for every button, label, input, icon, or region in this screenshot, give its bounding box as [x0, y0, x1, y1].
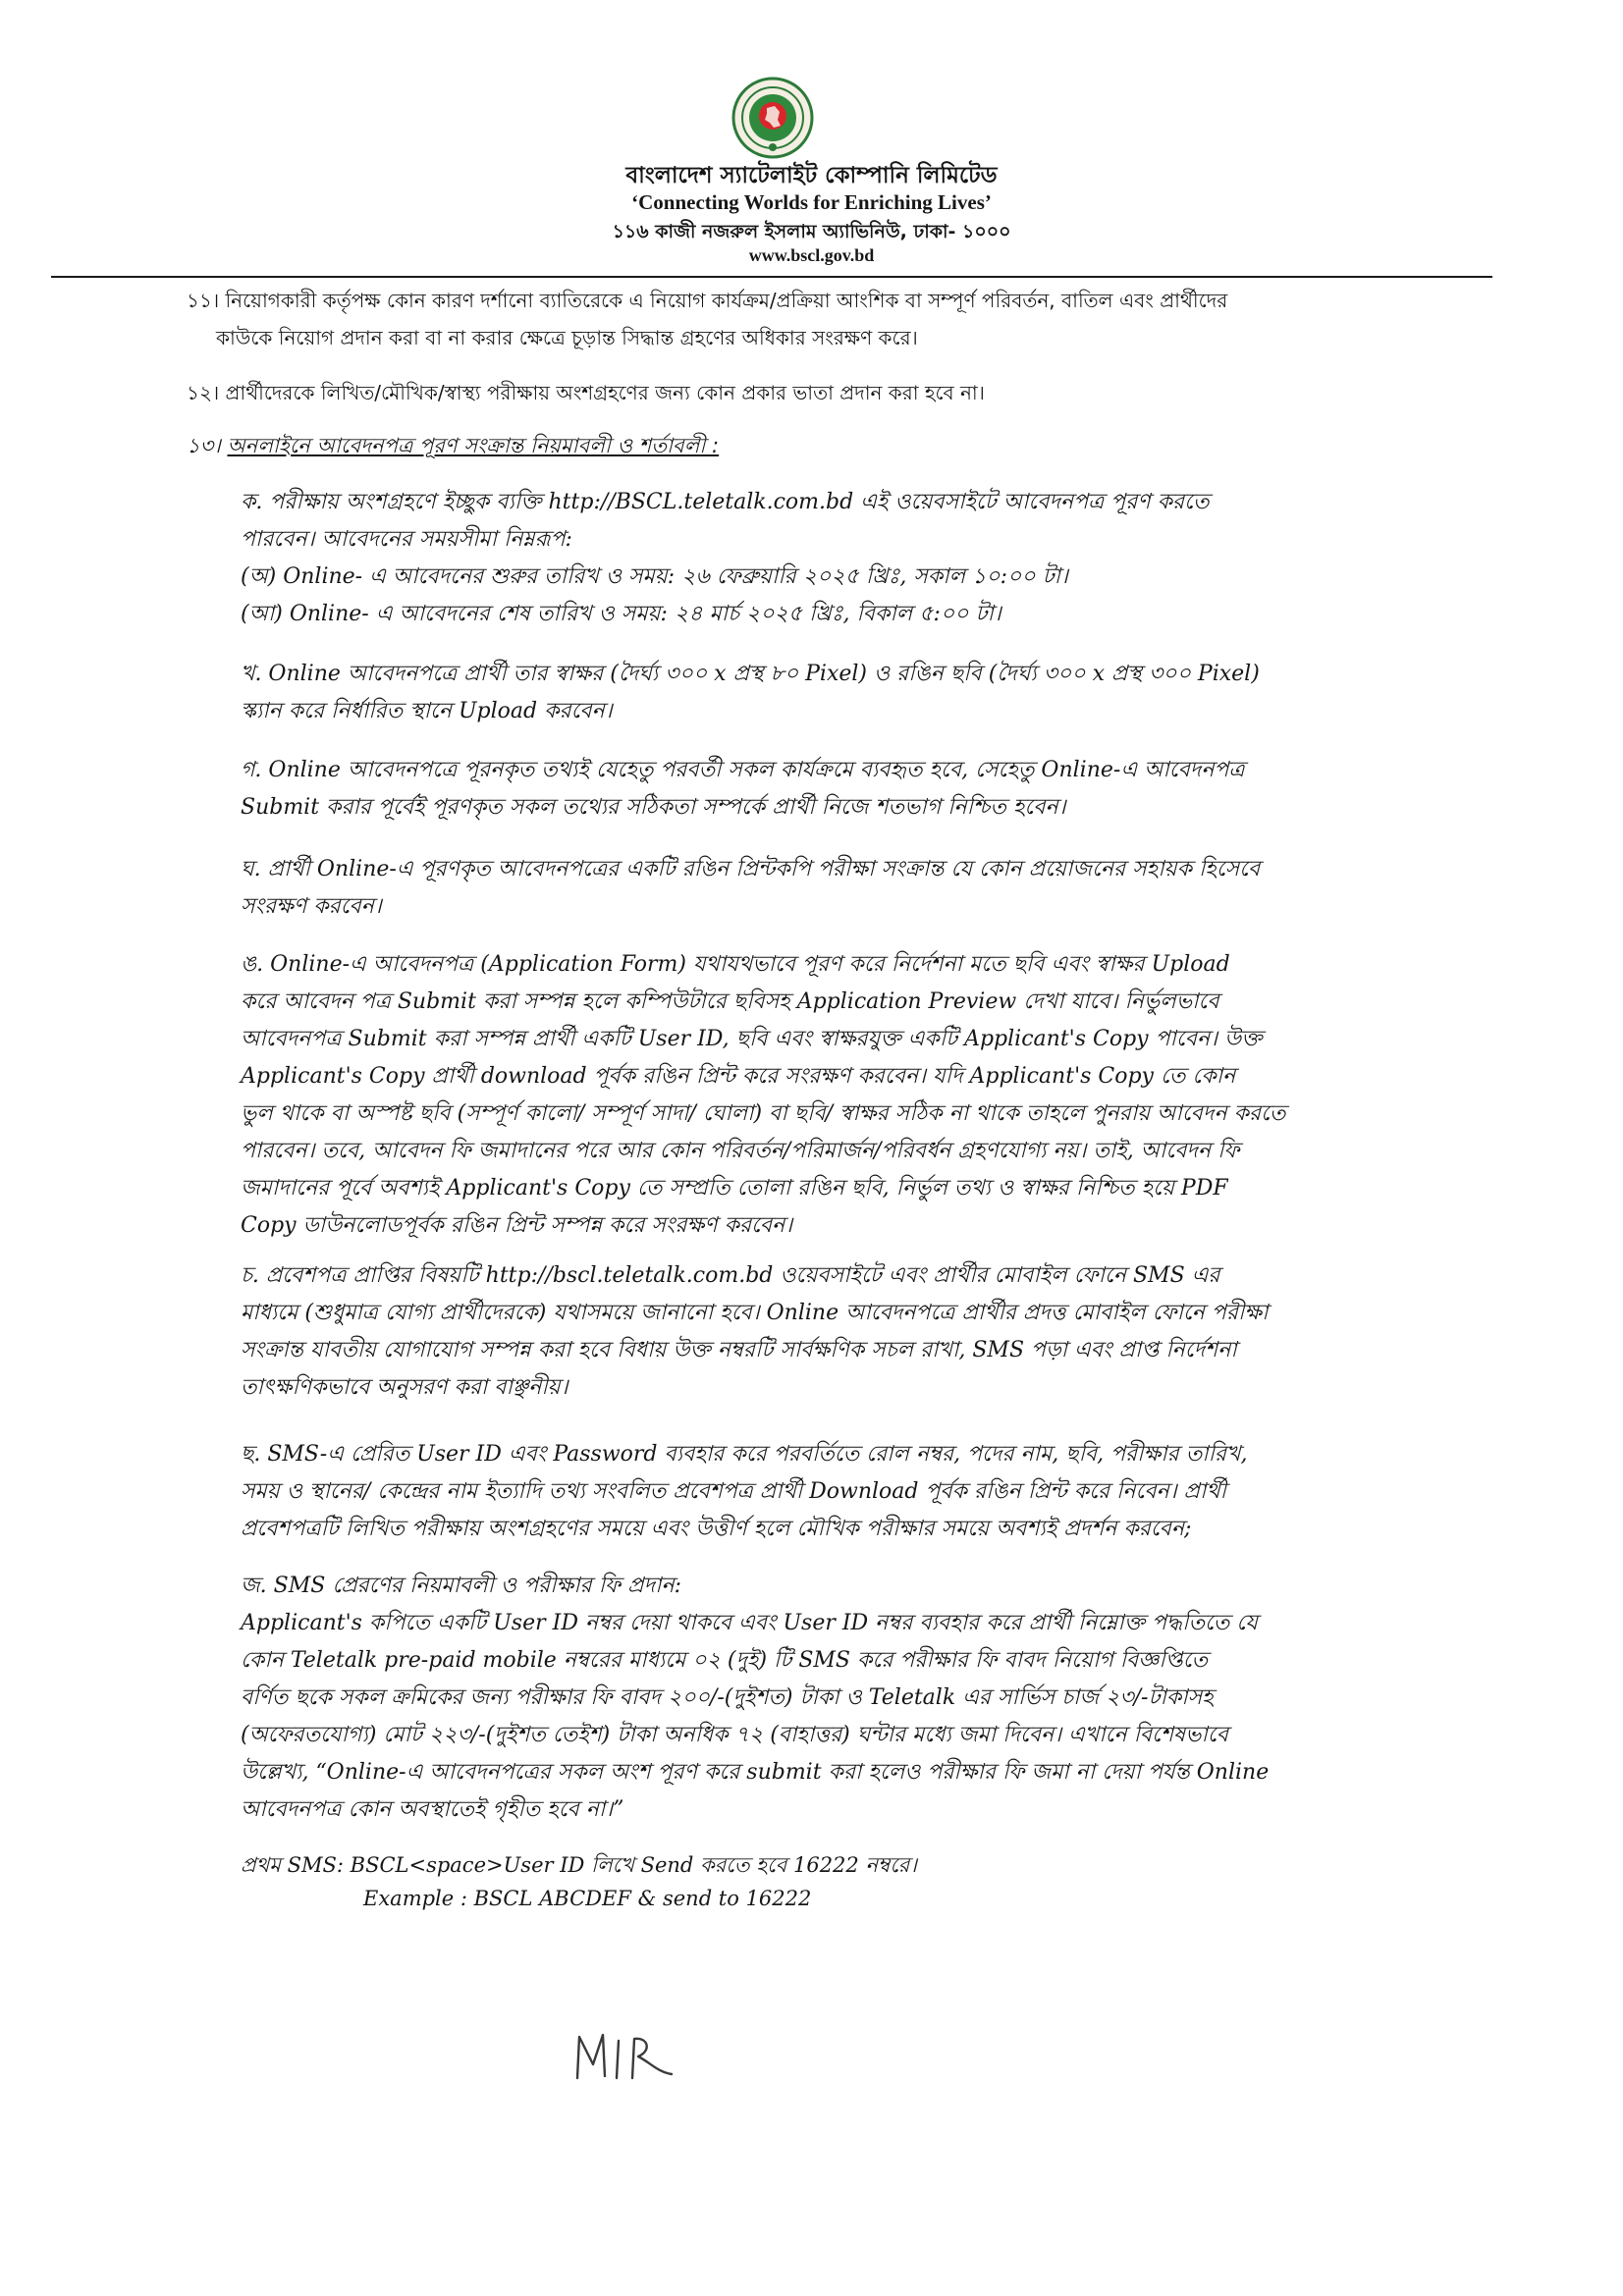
government-emblem-icon — [731, 77, 814, 159]
item-ga-line: গ. Online আবেদনপত্রে পূরনকৃত তথ্যই যেহেতু পরবর্তী সকল কার্যক্রমে ব্যবহৃত হবে, সেহেতু Online-এ আবেদনপত্র — [241, 758, 1245, 782]
organization-website: www.bscl.gov.bd — [748, 245, 875, 265]
item-kha-line: স্ক্যান করে নির্ধারিত স্থানে Upload করবেন। — [241, 699, 613, 723]
item-gha — [241, 851, 1360, 926]
item-uma-line: আবেদনপত্র Submit করা সম্পন্ন প্রার্থী একটি User ID, ছবি এবং স্বাক্ষরযুক্ত একটি Applicant's Copy পাবেন। উক্ত — [241, 1027, 1263, 1051]
item-gha-line: সংরক্ষণ করবেন। — [241, 894, 382, 919]
item-uma-line: ঙ. Online-এ আবেদনপত্র (Application Form) যথাযথভাবে পূরণ করে নির্দেশনা মতে ছবি এবং স্বাক্ষর Upload — [241, 952, 1230, 977]
item-uma-line: করে আবেদন পত্র Submit করা সম্পন্ন হলে কম্পিউটারে ছবিসহ Application Preview দেখা যাবে। নির্ভুলভাবে — [241, 989, 1219, 1014]
handwritten-signature — [569, 2017, 687, 2096]
item-chha-line: সময় ও স্থানের/ কেন্দ্রের নাম ইত্যাদি তথ্য সংবলিত প্রবেশপত্র প্রার্থী Download পূর্বক রঙিন প্রিন্ট করে নিবেন। প্রার্থী — [241, 1479, 1226, 1504]
item-ja-line: বর্ণিত ছকে সকল ক্রমিকের জন্য পরীক্ষার ফি বাবদ ২০০/-(দুইশত) টাকা ও Teletalk এর সার্ভিস চার্জ ২৩/-টাকাসহ — [241, 1685, 1214, 1710]
item-gha-line: ঘ. প্রার্থী Online-এ পূরণকৃত আবেদনপত্রের একটি রঙিন প্রিন্টকপি পরীক্ষা সংক্রান্ত যে কোন প্রয়োজনের সহায়ক হিসেবে — [241, 857, 1261, 881]
item-ka-end-date: (আ) Online- এ আবেদনের শেষ তারিখ ও সময়: ২৪ মার্চ ২০২৫ খ্রিঃ, বিকাল ৫:০০ টা। — [241, 602, 1001, 626]
item-ja-line: আবেদনপত্র কোন অবস্থাতেই গৃহীত হবে না।” — [241, 1797, 624, 1822]
organization-tagline: ‘Connecting Worlds for Enriching Lives’ — [631, 190, 992, 214]
clause-11-line-2: কাউকে নিয়োগ প্রদান করা বা না করার ক্ষেত্রে চূড়ান্ত সিদ্ধান্ত গ্রহণের অধিকার সংরক্ষণ করে। — [216, 326, 918, 349]
item-uma-line: Applicant's Copy প্রার্থী download পূর্বক রঙিন প্রিন্ট করে সংরক্ষণ করবেন। যদি Applicant's Copy তে কোন — [241, 1064, 1236, 1089]
item-ja-line: Applicant's কপিতে একটি User ID নম্বর দেয়া থাকবে এবং User ID নম্বর ব্যবহার করে প্রার্থী নিম্নোক্ত পদ্ধতিতে যে — [241, 1611, 1258, 1635]
item-chha-line: ছ. SMS-এ প্রেরিত User ID এবং Password ব্যবহার করে পরবর্তিতে রোল নম্বর, পদের নাম, ছবি, পরীক্ষার তারিখ, — [241, 1442, 1248, 1467]
item-uma-line: পারবেন। তবে, আবেদন ফি জমাদানের পরে আর কোন পরিবর্তন/পরিমার্জন/পরিবর্ধন গ্রহণযোগ্য নয়। তাই, আবেদন ফি — [241, 1139, 1240, 1163]
sms-first-instruction: প্রথম SMS: BSCL<space>User ID লিখে Send করতে হবে 16222 নম্বরে। — [241, 1853, 917, 1877]
sms-example: Example : BSCL ABCDEF & send to 16222 — [363, 1887, 812, 1910]
clause-13-heading — [187, 427, 1360, 464]
header-divider — [51, 276, 1492, 278]
item-cha-line: সংক্রান্ত যাবতীয় যোগাযোগ সম্পন্ন করা হবে বিধায় উক্ত নম্বরটি সার্বক্ষণিক সচল রাখা, SMS পড়া এবং প্রাপ্ত নির্দেশনা — [241, 1338, 1237, 1362]
item-ka-start-date: (অ) Online- এ আবেদনের শুরুর তারিখ ও সময়: ২৬ ফেব্রুয়ারি ২০২৫ খ্রিঃ, সকাল ১০:০০ টা। — [241, 564, 1068, 589]
item-ga — [241, 752, 1360, 827]
item-uma-line: Copy ডাউনলোডপূর্বক রঙিন প্রিন্ট সম্পন্ন করে সংরক্ষণ করবেন। — [241, 1213, 793, 1238]
item-ka-line: ক. পরীক্ষায় অংশগ্রহণে ইচ্ছুক ব্যক্তি http://BSCL.teletalk.com.bd এই ওয়েবসাইটে আবেদনপত্র পূরণ করতে — [241, 490, 1210, 514]
item-ja — [241, 1568, 1360, 1829]
clause-13-number: ১৩। — [187, 434, 221, 457]
item-ka-line: পারবেন। আবেদনের সময়সীমা নিম্নরূপ: — [241, 527, 572, 552]
item-ja-line: কোন Teletalk pre-paid mobile নম্বরের মাধ্যমে ০২ (দুই) টি SMS করে পরীক্ষার ফি বাবদ নিয়োগ বিজ্ঞপ্তিতে — [241, 1648, 1209, 1673]
item-cha-line: চ. প্রবেশপত্র প্রাপ্তির বিষয়টি http://bscl.teletalk.com.bd ওয়েবসাইটে এবং প্রার্থীর মোবাইল ফোনে SMS এর — [241, 1263, 1220, 1288]
item-ja-heading: জ. SMS প্রেরণের নিয়মাবলী ও পরীক্ষার ফি প্রদান: — [241, 1574, 682, 1598]
clause-12: ১২। প্রার্থীদেরকে লিখিত/মৌখিক/স্বাস্থ্য পরীক্ষায় অংশগ্রহণের জন্য কোন প্রকার ভাতা প্রদান করা হবে না। — [187, 381, 985, 404]
clause-11 — [187, 282, 1360, 356]
organization-address: ১১৬ কাজী নজরুল ইসলাম অ্যাভিনিউ, ঢাকা- ১০০০ — [612, 221, 1011, 242]
sms-instructions — [241, 1848, 1321, 1915]
item-kha — [241, 656, 1360, 730]
organization-name: বাংলাদেশ স্যাটেলাইট কোম্পানি লিমিটেড — [625, 163, 998, 188]
item-cha-line: তাৎক্ষণিকভাবে অনুসরণ করা বাঞ্ছনীয়। — [241, 1375, 568, 1400]
item-cha — [241, 1257, 1360, 1407]
clause-11-line-1: ১১। নিয়োগকারী কর্তৃপক্ষ কোন কারণ দর্শানো ব্যাতিরেকে এ নিয়োগ কার্যক্রম/প্রক্রিয়া আংশিক বা সম্পূর্ণ পরিবর্তন, বাতিল এবং প্রার্থীদের — [187, 289, 1228, 312]
item-chha-line: প্রবেশপত্রটি লিখিত পরীক্ষায় অংশগ্রহণের সময়ে এবং উত্তীর্ণ হলে মৌখিক পরীক্ষার সময়ে অবশ্যই প্রদর্শন করবেন; — [241, 1517, 1192, 1541]
clause-13-title: অনলাইনে আবেদনপত্র পূরণ সংক্রান্ত নিয়মাবলী ও শর্তাবলী : — [227, 434, 720, 457]
item-ka — [241, 484, 1360, 633]
item-ga-line: Submit করার পূর্বেই পূরণকৃত সকল তথ্যের সঠিকতা সম্পর্কে প্রার্থী নিজে শতভাগ নিশ্চিত হবেন। — [241, 795, 1066, 820]
item-ja-line: (অফেরতযোগ্য) মোট ২২৩/-(দুইশত তেইশ) টাকা অনধিক ৭২ (বাহাত্তর) ঘন্টার মধ্যে জমা দিবেন। এখানে বিশেষভাবে — [241, 1723, 1228, 1747]
item-uma-line: ভুল থাকে বা অস্পষ্ট ছবি (সম্পূর্ণ কালো/ সম্পূর্ণ সাদা/ ঘোলা) বা ছবি/ স্বাক্ষর সঠিক না থাকে তাহলে পুনরায় আবেদন করতে — [241, 1101, 1286, 1126]
item-chha — [241, 1436, 1360, 1548]
item-kha-line: খ. Online আবেদনপত্রে প্রার্থী তার স্বাক্ষর (দৈর্ঘ্য ৩০০ x প্রস্থ ৮০ Pixel) ও রঙিন ছবি (দৈর্ঘ্য ৩০০ x প্রস্থ ৩০০ Pixel) — [241, 662, 1260, 686]
item-ja-line: উল্লেখ্য, “Online-এ আবেদনপত্রের সকল অংশ পূরণ করে submit করা হলেও পরীক্ষার ফি জমা না দেয়া পর্যন্ত Online — [241, 1760, 1270, 1785]
item-uma — [241, 946, 1360, 1245]
item-uma-line: জমাদানের পূর্বে অবশ্যই Applicant's Copy তে সম্প্রতি তোলা রঙিন ছবি, নির্ভুল তথ্য ও স্বাক্ষর নিশ্চিত হয়ে PDF — [241, 1176, 1228, 1201]
item-cha-line: মাধ্যমে (শুধুমাত্র যোগ্য প্রার্থীদেরকে) যথাসময়ে জানানো হবে। Online আবেদনপত্রে প্রার্থীর প্রদত্ত মোবাইল ফোনে পরীক্ষা — [241, 1301, 1269, 1325]
